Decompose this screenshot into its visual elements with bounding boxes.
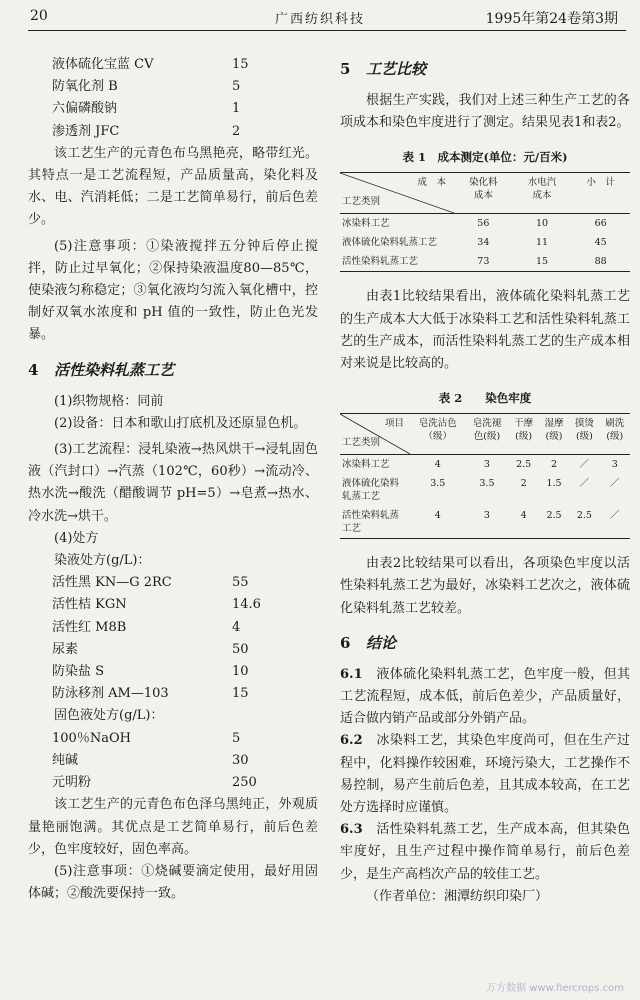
header-text: （级） (423, 431, 452, 443)
table-cell: 1.5 (546, 478, 562, 490)
table-cell: 66 (594, 218, 607, 230)
header-text: (级) (515, 431, 533, 443)
ingredient-row (28, 683, 318, 705)
ingredient-row (28, 121, 318, 143)
item-text: 活性染料轧蒸工艺，生产成本高，但其染色牢度好，且生产过程中操作简单易行，前后色差少，是生产高档次产品的较佳工艺。 (340, 822, 630, 882)
table-row (340, 252, 630, 272)
ingredient-name: 液体硫化宝蓝 CV (52, 57, 154, 72)
item-text: 冰染料工艺，其染色牢度尚可，但在生产过程中，化料操作较困难，环境污染大，工艺操作不易控制，易产生前后色差，且其成本较高，在工艺处方选择时应谨慎。 (340, 733, 630, 816)
table-header (569, 414, 599, 455)
row-label: 活性染料轧蒸工艺 (342, 510, 400, 535)
paragraph: 由表2比较结果可以看出，各项染色牢度以活性染料轧蒸工艺为最好，冰染料工艺次之，液体硫化染料轧蒸工艺较差。 (340, 556, 630, 616)
section-number: 4 (28, 360, 39, 379)
table-cell: 2 (520, 478, 527, 490)
table-header (571, 173, 630, 214)
header-text: 皂洗褪 (472, 418, 502, 430)
ingredient-amount: 15 (232, 57, 249, 72)
watermark: 万方数据 www.fiercrops.com (486, 983, 624, 994)
section-heading-6 (340, 628, 630, 658)
header-text: 刷洗 (605, 418, 625, 430)
header-text: 水电汽 (527, 177, 557, 189)
table-row (340, 474, 630, 506)
table-cell: 3 (483, 459, 490, 471)
table-row (340, 506, 630, 539)
ingredient-list-3 (28, 728, 318, 795)
ingredient-amount: 30 (232, 752, 249, 768)
table-2-title: 表 2 染色牢度 (438, 391, 532, 406)
ingredient-amount: 5 (232, 79, 241, 95)
table-row (340, 233, 630, 252)
author-affiliation: （作者单位：湘潭纺织印染厂） (366, 888, 549, 904)
ingredient-name: 渗透剂 JFC (52, 123, 120, 139)
ingredient-row (28, 594, 318, 616)
subheading: 固色液处方(g/L)： (54, 708, 164, 724)
table-row (340, 214, 630, 234)
table-cell: 3 (483, 510, 490, 522)
table-1 (340, 172, 630, 272)
table-cell: 34 (477, 237, 490, 249)
section-title: 结论 (366, 633, 397, 652)
table-header (508, 414, 538, 455)
table-2 (340, 413, 630, 539)
row-label: 液体硫化染料轧蒸工艺 (342, 478, 400, 503)
paragraph: 该工艺生产的元青色布色泽乌黑纯正，外观质量艳丽饱满。其优点是工艺简单易行，前后色差少，色牢度较好，固色率高。 (28, 797, 318, 857)
ingredient-amount: 5 (232, 730, 241, 746)
ingredient-row (28, 750, 318, 772)
header-text: 色(级) (473, 431, 501, 443)
ingredient-row (28, 76, 318, 98)
ingredient-name: 防泳移剂 AM—103 (52, 686, 169, 702)
paragraph: (5)注意事项：①染液搅拌五分钟后停止搅拌，防止过早氧化；②保持染液温度80—85℃，使染液匀称稳定；③氧化液均匀流入氧化槽中，控制好双氧水浓度和 pH 值的一致性，防止色光发暴。 (28, 238, 318, 343)
table-cell: ／ (579, 459, 590, 471)
diagonal-line (340, 173, 454, 213)
ingredient-row (28, 772, 318, 794)
ingredient-amount: 4 (232, 619, 241, 635)
ingredient-row (28, 572, 318, 594)
section-number: 6 (340, 633, 351, 652)
section-number: 5 (340, 60, 351, 78)
header-text: 湿摩 (544, 418, 564, 430)
ingredient-row (28, 728, 318, 750)
ingredient-name: 六偏磷酸钠 (52, 101, 118, 117)
table-corner-cell (340, 414, 410, 455)
table-cell: 3 (611, 459, 618, 471)
header-text: 成本 (473, 190, 493, 202)
ingredient-row (28, 661, 318, 683)
paragraph: 根据生产实践，我们对上述三种生产工艺的各项成本和染色牢度进行了测定。结果见表1和表2。 (340, 93, 630, 131)
table-cell: 4 (520, 510, 527, 522)
issue-info: 1995年第24卷第3期 (485, 11, 618, 27)
ingredient-row (28, 98, 318, 120)
ingredient-name: 元明粉 (52, 775, 92, 791)
header-text: (级) (606, 431, 624, 443)
paragraph: 该工艺生产的元青色布乌黑艳亮，略带红光。其特点一是工艺流程短，产品质量高，染化料及水、电、汽消耗低；二是工艺简单易行，前后色差少。 (28, 145, 318, 228)
section-title: 工艺比较 (366, 60, 427, 78)
row-label: 液体硫化染料轧蒸工艺 (342, 237, 438, 249)
item-number: 6.2 (340, 733, 363, 749)
ingredient-name: 尿素 (52, 641, 79, 657)
header-text: (级) (545, 431, 563, 443)
table-cell: 15 (535, 256, 549, 268)
conclusion-item (340, 664, 630, 731)
section-heading-4 (28, 355, 318, 385)
conclusion-item (340, 730, 630, 819)
header-rule (28, 30, 626, 31)
paragraph: 由表1比较结果看出，液体硫化染料轧蒸工艺的生产成本大大低于冰染料工艺和活性染料轧蒸工艺的生产成本，而活性染料轧蒸工艺的生产成本相对来说是比较高的。 (340, 289, 630, 372)
header-text: 染化料 (469, 177, 498, 189)
table-row (340, 455, 630, 475)
ingredient-amount: 14.6 (232, 597, 261, 613)
header-text: 皂洗沾色 (418, 418, 457, 430)
ingredient-name: 活性红 M8B (52, 619, 127, 635)
table-corner-cell (340, 173, 454, 214)
table-cell: 2.5 (516, 459, 532, 471)
item-number: 6.3 (340, 822, 363, 838)
subheading: 染液处方(g/L)： (54, 553, 151, 569)
table-cell: 10 (535, 218, 549, 230)
paragraph: (5)注意事项：①烧碱要滴定使用，最好用固体碱；②酸洗要保持一致。 (28, 863, 318, 902)
ingredient-name: 活性黑 KN—G 2RC (52, 575, 172, 591)
ingredient-amount: 50 (232, 641, 249, 657)
conclusion-item (340, 819, 630, 886)
right-column (340, 54, 630, 908)
paragraph: (4)处方 (54, 530, 99, 546)
table-cell: 88 (594, 256, 607, 268)
ingredient-row (28, 617, 318, 639)
ingredient-name: 防染盐 S (52, 664, 105, 680)
table-cell: 11 (535, 237, 549, 249)
ingredient-amount: 10 (232, 664, 249, 680)
ingredient-name: 活性桔 KGN (52, 597, 127, 613)
ingredient-amount: 1 (232, 101, 241, 117)
table-1-title: 表 1 成本测定(单位：元/百米) (402, 150, 568, 165)
table-header (539, 414, 569, 455)
section-title: 活性染料轧蒸工艺 (54, 360, 175, 379)
paragraph: (2)设备：日本和歌山打底机及还原显色机。 (54, 415, 307, 431)
ingredient-amount: 55 (232, 575, 249, 591)
paragraph: (3)工艺流程：浸轧染液→热风烘干→浸轧固色液（汽封口）→汽蒸（102℃，60秒）→流动冷、热水洗→酸洗（醋酸调节 pH=5）→皂煮→热水、冷水洗→烘干。 (28, 442, 318, 524)
ingredient-row (28, 639, 318, 661)
ingredient-row (28, 54, 318, 76)
table-header (465, 414, 508, 455)
item-number: 6.1 (340, 666, 363, 682)
corner-bottom: 工艺类别 (342, 437, 381, 449)
paragraph: (1)织物规格：同前 (54, 393, 164, 409)
table-cell: 4 (434, 510, 441, 522)
corner-top: 成 本 (417, 177, 446, 189)
table-cell: ／ (579, 478, 590, 490)
table-cell: 4 (434, 459, 441, 471)
header-text: (级) (575, 431, 593, 443)
page-header (0, 0, 640, 30)
table-cell: 3.5 (430, 478, 446, 490)
header-text: 成本 (532, 190, 552, 202)
table-cell: 56 (477, 218, 490, 230)
table-cell: 3.5 (479, 478, 495, 490)
ingredient-list-1 (28, 54, 318, 143)
table-cell: 2 (550, 459, 558, 471)
header-text: 小 计 (586, 177, 615, 189)
header-text: 摸烫 (574, 418, 594, 430)
ingredient-name: 纯碱 (52, 752, 79, 768)
diagonal-line (340, 414, 410, 454)
row-label: 冰染料工艺 (342, 459, 390, 471)
table-cell: ／ (610, 510, 620, 522)
header-text: 干摩 (514, 418, 534, 430)
ingredient-amount: 250 (232, 775, 257, 791)
left-column (28, 54, 318, 905)
table-header (454, 173, 513, 214)
ingredient-amount: 15 (232, 686, 249, 702)
table-cell: ／ (610, 478, 620, 490)
ingredient-name: 防氧化剂 B (52, 79, 118, 95)
page-number: 20 (30, 8, 48, 24)
table-header (600, 414, 630, 455)
section-heading-5 (340, 54, 630, 84)
row-label: 活性染料轧蒸工艺 (342, 256, 419, 268)
corner-bottom: 工艺类别 (342, 196, 381, 208)
row-label: 冰染料工艺 (342, 218, 390, 230)
table-cell: 2.5 (546, 510, 562, 522)
ingredient-list-2 (28, 572, 318, 705)
table-header (513, 173, 572, 214)
table-cell: 2.5 (576, 510, 592, 522)
table-cell: 73 (477, 256, 490, 268)
table-cell: 45 (594, 237, 607, 249)
table-header (410, 414, 465, 455)
journal-name: 广西纺织科技 (274, 12, 365, 27)
ingredient-amount: 2 (232, 123, 241, 139)
corner-top: 项目 (384, 418, 404, 430)
item-text: 液体硫化染料轧蒸工艺，色牢度一般，但其工艺流程短，成本低，前后色差少，产品质量好，适合做内销产品或部分外销产品。 (340, 666, 630, 727)
ingredient-name: 100％NaOH (52, 730, 131, 746)
